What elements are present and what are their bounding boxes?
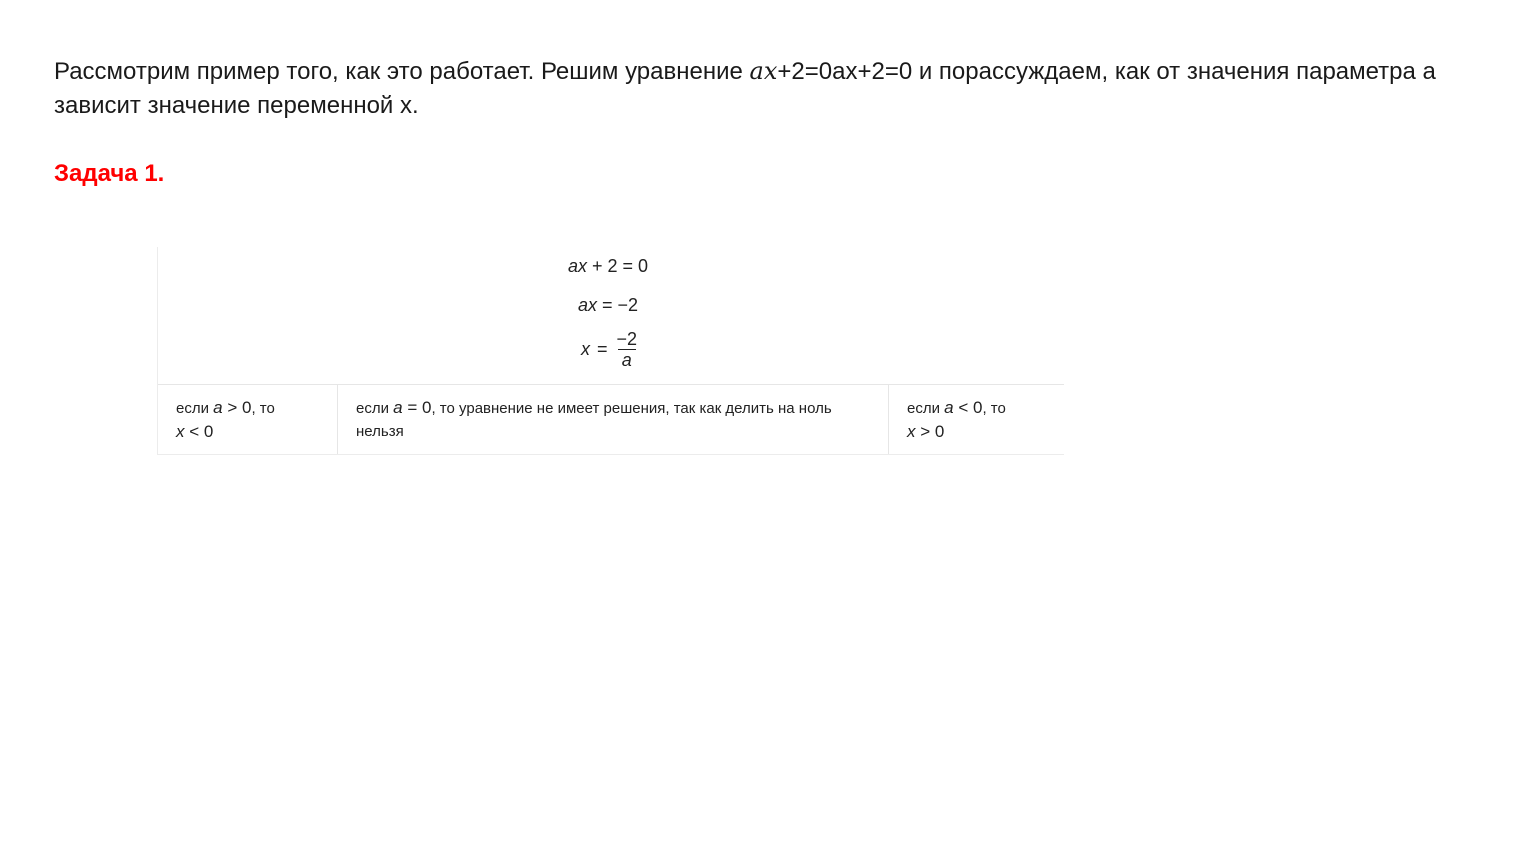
cases-row	[158, 384, 1064, 454]
case-positive	[158, 384, 337, 454]
case-3-result-var: x	[907, 422, 916, 441]
case-zero	[337, 384, 888, 454]
equation-3-var: x	[581, 339, 590, 359]
case-3-prefix: если	[907, 400, 945, 417]
case-1-result-var: x	[176, 422, 185, 441]
equation-2-rest: = −2	[597, 295, 639, 315]
case-1-result-text: < 0	[184, 422, 214, 441]
equation-2-var: ax	[578, 295, 598, 315]
intro-text-after: +2=0ax+2=0 и порассуждаем, как от значения параметра а зависит значение переменной х.	[54, 58, 1436, 119]
case-3-result	[907, 422, 944, 441]
case-2-condition-text: = 0	[402, 398, 432, 417]
case-3-condition	[944, 398, 982, 417]
intro-paragraph	[54, 54, 1474, 123]
equation-1-rest: + 2 = 0	[587, 256, 649, 276]
intro-text-before: Рассмотрим пример того, как это работает. Решим уравнение	[54, 58, 750, 85]
equation-2	[578, 295, 638, 316]
fraction	[615, 329, 640, 370]
case-3-condition-text: < 0	[953, 398, 983, 417]
task-title: Задача 1.	[54, 160, 165, 187]
case-1-param: a	[213, 398, 223, 417]
equation-1-var: ax	[568, 256, 588, 276]
case-2-condition	[393, 398, 431, 417]
case-3-param: a	[944, 398, 954, 417]
fraction-numerator: −2	[616, 329, 638, 349]
case-2-prefix: если	[356, 400, 394, 417]
equation-3	[581, 329, 639, 370]
case-1-prefix: если	[176, 400, 214, 417]
case-1-result	[176, 422, 213, 441]
equations-block	[158, 247, 1064, 385]
solution-image	[157, 247, 1064, 455]
case-1-condition	[213, 398, 251, 417]
case-3-result-text: > 0	[915, 422, 945, 441]
equation-1	[568, 256, 648, 277]
case-1-condition-text: > 0	[222, 398, 252, 417]
case-2-suffix: , то уравнение не имеет решения, так как делить на ноль нельзя	[356, 400, 832, 440]
equation-3-eq: =	[597, 339, 608, 359]
case-1-suffix: , то	[251, 400, 275, 417]
case-negative	[888, 384, 1064, 454]
intro-inline-math: 𝑎𝑥	[749, 57, 778, 85]
case-2-param: a	[393, 398, 403, 417]
fraction-denominator: a	[618, 349, 636, 370]
case-3-suffix: , то	[982, 400, 1006, 417]
